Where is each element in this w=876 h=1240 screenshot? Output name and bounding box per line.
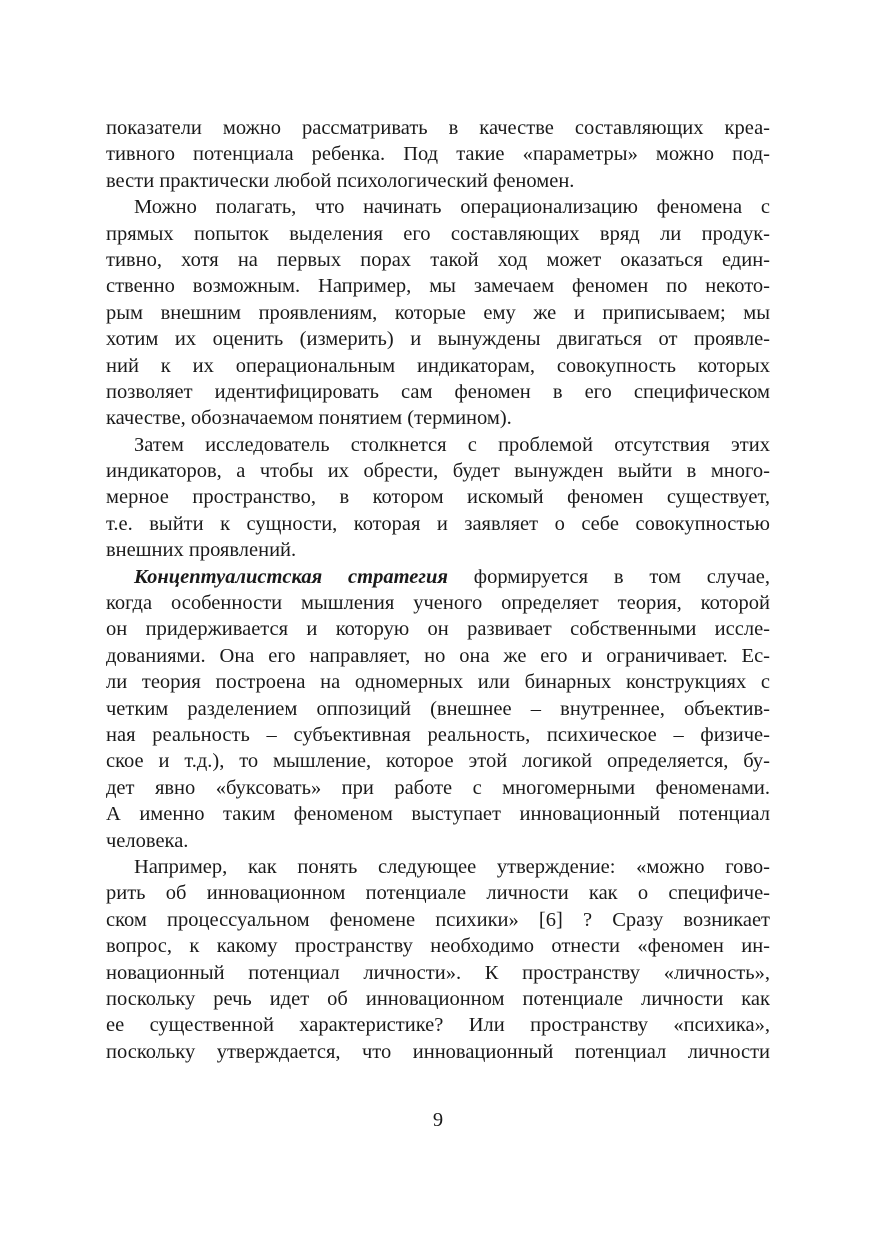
- text-line: показатели можно рассматривать в качестве составляющих креа-: [106, 117, 770, 139]
- text-line: ское и т.д.), то мышление, которое этой логикой определяется, бу-: [106, 750, 770, 773]
- text-line: ском процессуальном феномене психики» [6] ? Сразу возникает: [106, 908, 770, 931]
- text-line: прямых попыток выделения его составляющих вряд ли продук-: [106, 222, 770, 245]
- emphasized-term: Концептуалистская стратегия: [134, 565, 448, 588]
- text-line: ственно возможным. Например, мы замечаем феномен по некото-: [106, 275, 770, 298]
- text-line: Затем исследователь столкнется с проблемой отсутствия этих: [134, 433, 770, 456]
- text-line: внешних проявлений.: [106, 539, 297, 562]
- text-line: [106, 564, 770, 590]
- text-line: поскольку утверждается, что инновационный потенциал личности: [106, 1040, 770, 1063]
- text-line: Например, как понять следующее утверждение: «можно гово-: [134, 855, 770, 878]
- text-line: хотим их оценить (измерить) и вынуждены двигаться от проявле-: [106, 328, 770, 351]
- text-line: ний к их операциональным индикаторам, совокупность которых: [106, 354, 770, 377]
- text-line: качестве, обозначаемом понятием (термином).: [106, 407, 512, 430]
- text-line: индикаторов, а чтобы их обрести, будет вынужден выйти в много-: [106, 460, 770, 483]
- text-line: ли теория построена на одномерных или бинарных конструкциях с: [106, 671, 770, 694]
- text-line: новационный потенциал личности». К пространству «личность»,: [106, 961, 770, 984]
- text-line: вопрос, к какому пространству необходимо отнести «феномен ин-: [106, 935, 770, 958]
- text-line: человека.: [106, 829, 189, 852]
- paragraph: [106, 432, 770, 564]
- text-line: ее существенной характеристике? Или пространству «психика»,: [106, 1014, 770, 1037]
- text-line: тивно, хотя на первых порах такой ход может оказаться един-: [106, 248, 770, 271]
- text-line: ная реальность – субъективная реальность, психическое – физиче-: [106, 723, 770, 746]
- text-line: поскольку речь идет об инновационном потенциале личности как: [106, 987, 770, 1010]
- page-body: [106, 115, 770, 1065]
- text-line: т.е. выйти к сущности, которая и заявляет о себе совокупностью: [106, 512, 770, 535]
- text-line: позволяет идентифицировать сам феномен в его специфическом: [106, 380, 770, 403]
- text-line: вести практически любой психологический феномен.: [106, 169, 575, 192]
- text-line: А именно таким феноменом выступает инновационный потенциал: [106, 803, 770, 826]
- paragraph: [106, 115, 770, 194]
- text-line: дет явно «буксовать» при работе с многомерными феноменами.: [106, 776, 770, 799]
- text-line: мерное пространство, в котором искомый феномен существует,: [106, 486, 770, 509]
- page-number: 9: [432, 1109, 444, 1131]
- text-line: дованиями. Она его направляет, но она же его и ограничивает. Ес-: [106, 644, 770, 667]
- text-line: рым внешним проявлениям, которые ему же и приписываем; мы: [106, 301, 770, 324]
- text-line: Можно полагать, что начинать операционализацию феномена с: [134, 196, 770, 219]
- text-line: тивного потенциала ребенка. Под такие «параметры» можно под-: [106, 143, 770, 166]
- paragraph: [106, 194, 770, 432]
- text-line: когда особенности мышления ученого определяет теория, которой: [106, 592, 770, 615]
- paragraph: [106, 564, 770, 854]
- text-fragment: формируется в том случае,: [447, 565, 771, 588]
- text-line: он придерживается и которую он развивает собственными иссле-: [106, 618, 770, 641]
- text-line: рить об инновационном потенциале личности как о специфиче-: [106, 882, 770, 905]
- text-line: четким разделением оппозиций (внешнее – внутреннее, объектив-: [106, 697, 770, 720]
- paragraph: [106, 854, 770, 1065]
